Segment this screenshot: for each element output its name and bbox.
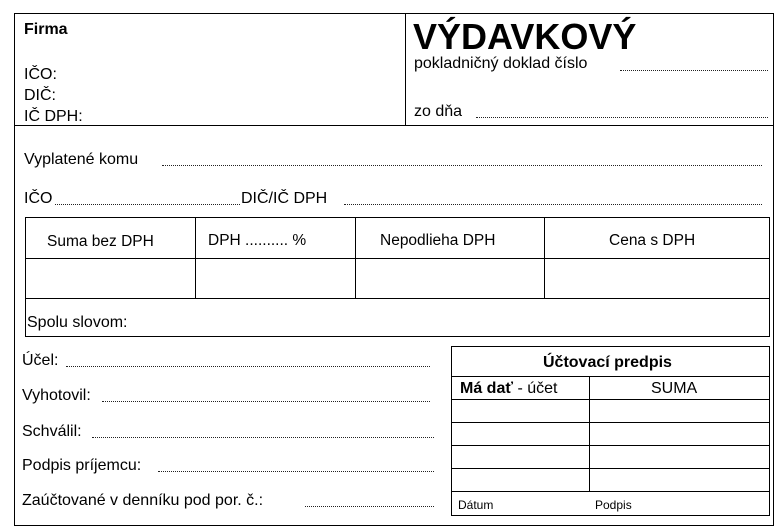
- accounting-account-cell[interactable]: [452, 400, 588, 490]
- amounts-header-divider: [25, 258, 770, 259]
- approved-by-label: Schválil:: [22, 423, 82, 440]
- amounts-col-divider-1: [195, 217, 196, 298]
- accounting-debit-rest: - účet: [513, 380, 558, 397]
- accounting-debit-header: [460, 380, 557, 398]
- journal-label: Zaúčtované v denníku pod por. č.:: [22, 492, 264, 509]
- amounts-header-without-vat: Suma bez DPH: [47, 233, 154, 250]
- amount-without-vat-cell[interactable]: [27, 260, 193, 297]
- amount-vat-cell[interactable]: [197, 260, 353, 297]
- accounting-line-6: [451, 491, 770, 492]
- company-icdph-label: IČ DPH:: [24, 108, 83, 125]
- accounting-debit-bold: Má dať: [460, 380, 514, 397]
- accounting-line-1: [451, 376, 770, 377]
- amounts-col-divider-2: [355, 217, 356, 298]
- prepared-by-field[interactable]: [102, 401, 430, 402]
- recipient-ico-label: IČO: [24, 190, 53, 207]
- company-label: Firma: [24, 21, 68, 38]
- accounting-signature-label: Podpis: [595, 498, 632, 512]
- date-label: zo dňa: [414, 103, 463, 120]
- header-divider: [14, 125, 774, 126]
- in-words-label: Spolu slovom:: [27, 314, 128, 331]
- journal-field[interactable]: [305, 506, 434, 507]
- amount-vat-exempt-cell[interactable]: [357, 260, 542, 297]
- recipient-dic-label: DIČ/IČ DPH: [241, 190, 328, 207]
- amount-with-vat-cell[interactable]: [546, 260, 768, 297]
- amounts-col-divider-3: [544, 217, 545, 298]
- accounting-title: Účtovací predpis: [543, 354, 672, 371]
- paid-to-label: Vyplatené komu: [24, 151, 139, 168]
- purpose-label: Účel:: [22, 352, 59, 369]
- document-number-field[interactable]: [620, 70, 768, 71]
- prepared-by-label: Vyhotovil:: [22, 387, 91, 404]
- recipient-signature-label: Podpis príjemcu:: [22, 457, 142, 474]
- recipient-signature-field[interactable]: [158, 471, 434, 472]
- document-subtitle: pokladničný doklad číslo: [414, 55, 588, 72]
- approved-by-field[interactable]: [92, 437, 434, 438]
- paid-to-field[interactable]: [162, 165, 762, 166]
- document-title: VÝDAVKOVÝ: [413, 16, 637, 57]
- date-field[interactable]: [476, 117, 768, 118]
- company-ico-label: IČO:: [24, 66, 57, 83]
- purpose-field[interactable]: [66, 366, 430, 367]
- company-dic-label: DIČ:: [24, 87, 56, 104]
- recipient-dic-field[interactable]: [344, 204, 762, 205]
- recipient-ico-field[interactable]: [55, 204, 240, 205]
- amounts-header-vat: DPH .......... %: [208, 232, 307, 249]
- amounts-values-divider: [25, 298, 770, 299]
- amounts-header-with-vat: Cena s DPH: [609, 232, 696, 249]
- header-vertical-divider: [405, 13, 406, 125]
- accounting-date-label: Dátum: [458, 498, 494, 512]
- accounting-sum-cell[interactable]: [590, 400, 769, 490]
- amounts-header-vat-exempt: Nepodlieha DPH: [380, 232, 496, 249]
- accounting-sum-header: SUMA: [651, 380, 698, 397]
